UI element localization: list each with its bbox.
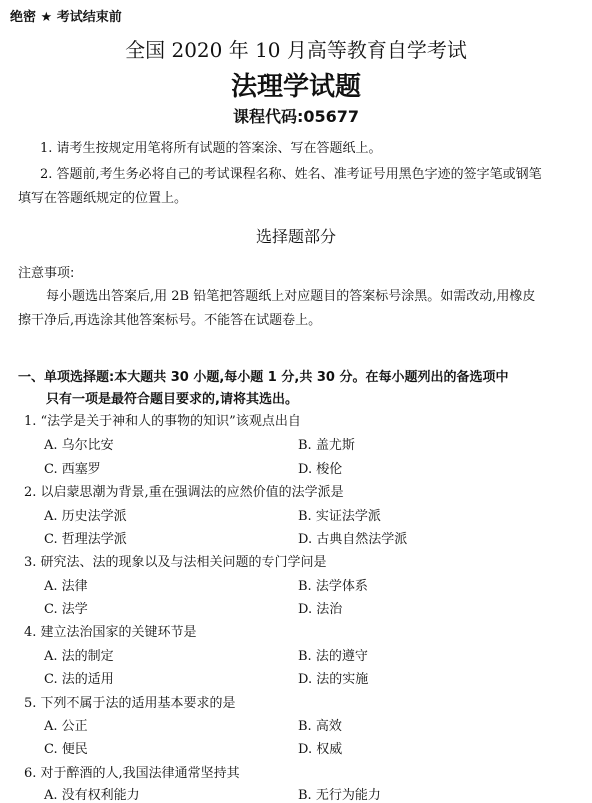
option-b: B. 高效 (298, 719, 342, 734)
option-a: A. 乌尔比安 (44, 438, 114, 453)
instruction-2-cont: 填写在答题纸规定的位置上。 (18, 191, 188, 206)
option-a: A. 历史法学派 (44, 509, 127, 524)
subject-title: 法理学试题 (230, 72, 361, 102)
option-d: D. 权威 (298, 742, 343, 757)
option-d: D. 梭伦 (298, 462, 343, 477)
instruction-1: 1. 请考生按规定用笔将所有试题的答案涂、写在答题纸上。 (40, 141, 382, 156)
option-b: B. 无行为能力 (298, 788, 381, 803)
confidential-label: 绝密 ★ 考试结束前 (10, 10, 122, 25)
option-a: A. 法律 (44, 579, 88, 594)
option-c: C. 法的适用 (44, 672, 114, 687)
option-d: D. 法治 (298, 602, 343, 617)
instruction-2: 2. 答题前,考生务必将自己的考试课程名称、姓名、准考证号用黑色字迹的签字笔或钢笔 (40, 167, 542, 182)
option-a: A. 法的制定 (44, 649, 114, 664)
question-stem: 1. “法学是关于神和人的事物的知识”该观点出自 (24, 414, 301, 429)
option-d: D. 法的实施 (298, 672, 369, 687)
option-c: C. 便民 (44, 742, 88, 757)
option-d: D. 古典自然法学派 (298, 532, 408, 547)
notes-line-1: 每小题选出答案后,用 2B 铅笔把答题纸上对应题目的答案标号涂黑。如需改动,用橡皮 (46, 289, 536, 304)
course-code: 课程代码:05677 (232, 107, 360, 126)
option-a: A. 没有权利能力 (44, 788, 140, 803)
option-a: A. 公正 (44, 719, 88, 734)
option-c: C. 法学 (44, 602, 88, 617)
exam-title: 全国 2020 年 10 月高等教育自学考试 (125, 38, 467, 62)
option-b: B. 法学体系 (298, 579, 368, 594)
section-title: 选择题部分 (255, 227, 336, 246)
part-one-heading: 一、单项选择题:本大题共 30 小题,每小题 1 分,共 30 分。在每小题列出的备选项中 (18, 370, 509, 385)
question-stem: 5. 下列不属于法的适用基本要求的是 (24, 696, 236, 711)
question-stem: 4. 建立法治国家的关键环节是 (24, 625, 197, 640)
notes-line-2: 擦干净后,再选涂其他答案标号。不能答在试题卷上。 (18, 313, 322, 328)
option-b: B. 盖尤斯 (298, 438, 355, 453)
option-b: B. 实证法学派 (298, 509, 381, 524)
option-c: C. 西塞罗 (44, 462, 101, 477)
notes-heading: 注意事项: (18, 266, 75, 281)
part-one-heading-cont: 只有一项是最符合题目要求的,请将其选出。 (46, 392, 298, 407)
option-c: C. 哲理法学派 (44, 532, 127, 547)
question-stem: 3. 研究法、法的现象以及与法相关问题的专门学问是 (24, 555, 327, 570)
question-stem: 2. 以启蒙思潮为背景,重在强调法的应然价值的法学派是 (24, 485, 344, 500)
question-stem: 6. 对于醉酒的人,我国法律通常坚持其 (24, 766, 240, 781)
option-b: B. 法的遵守 (298, 649, 368, 664)
